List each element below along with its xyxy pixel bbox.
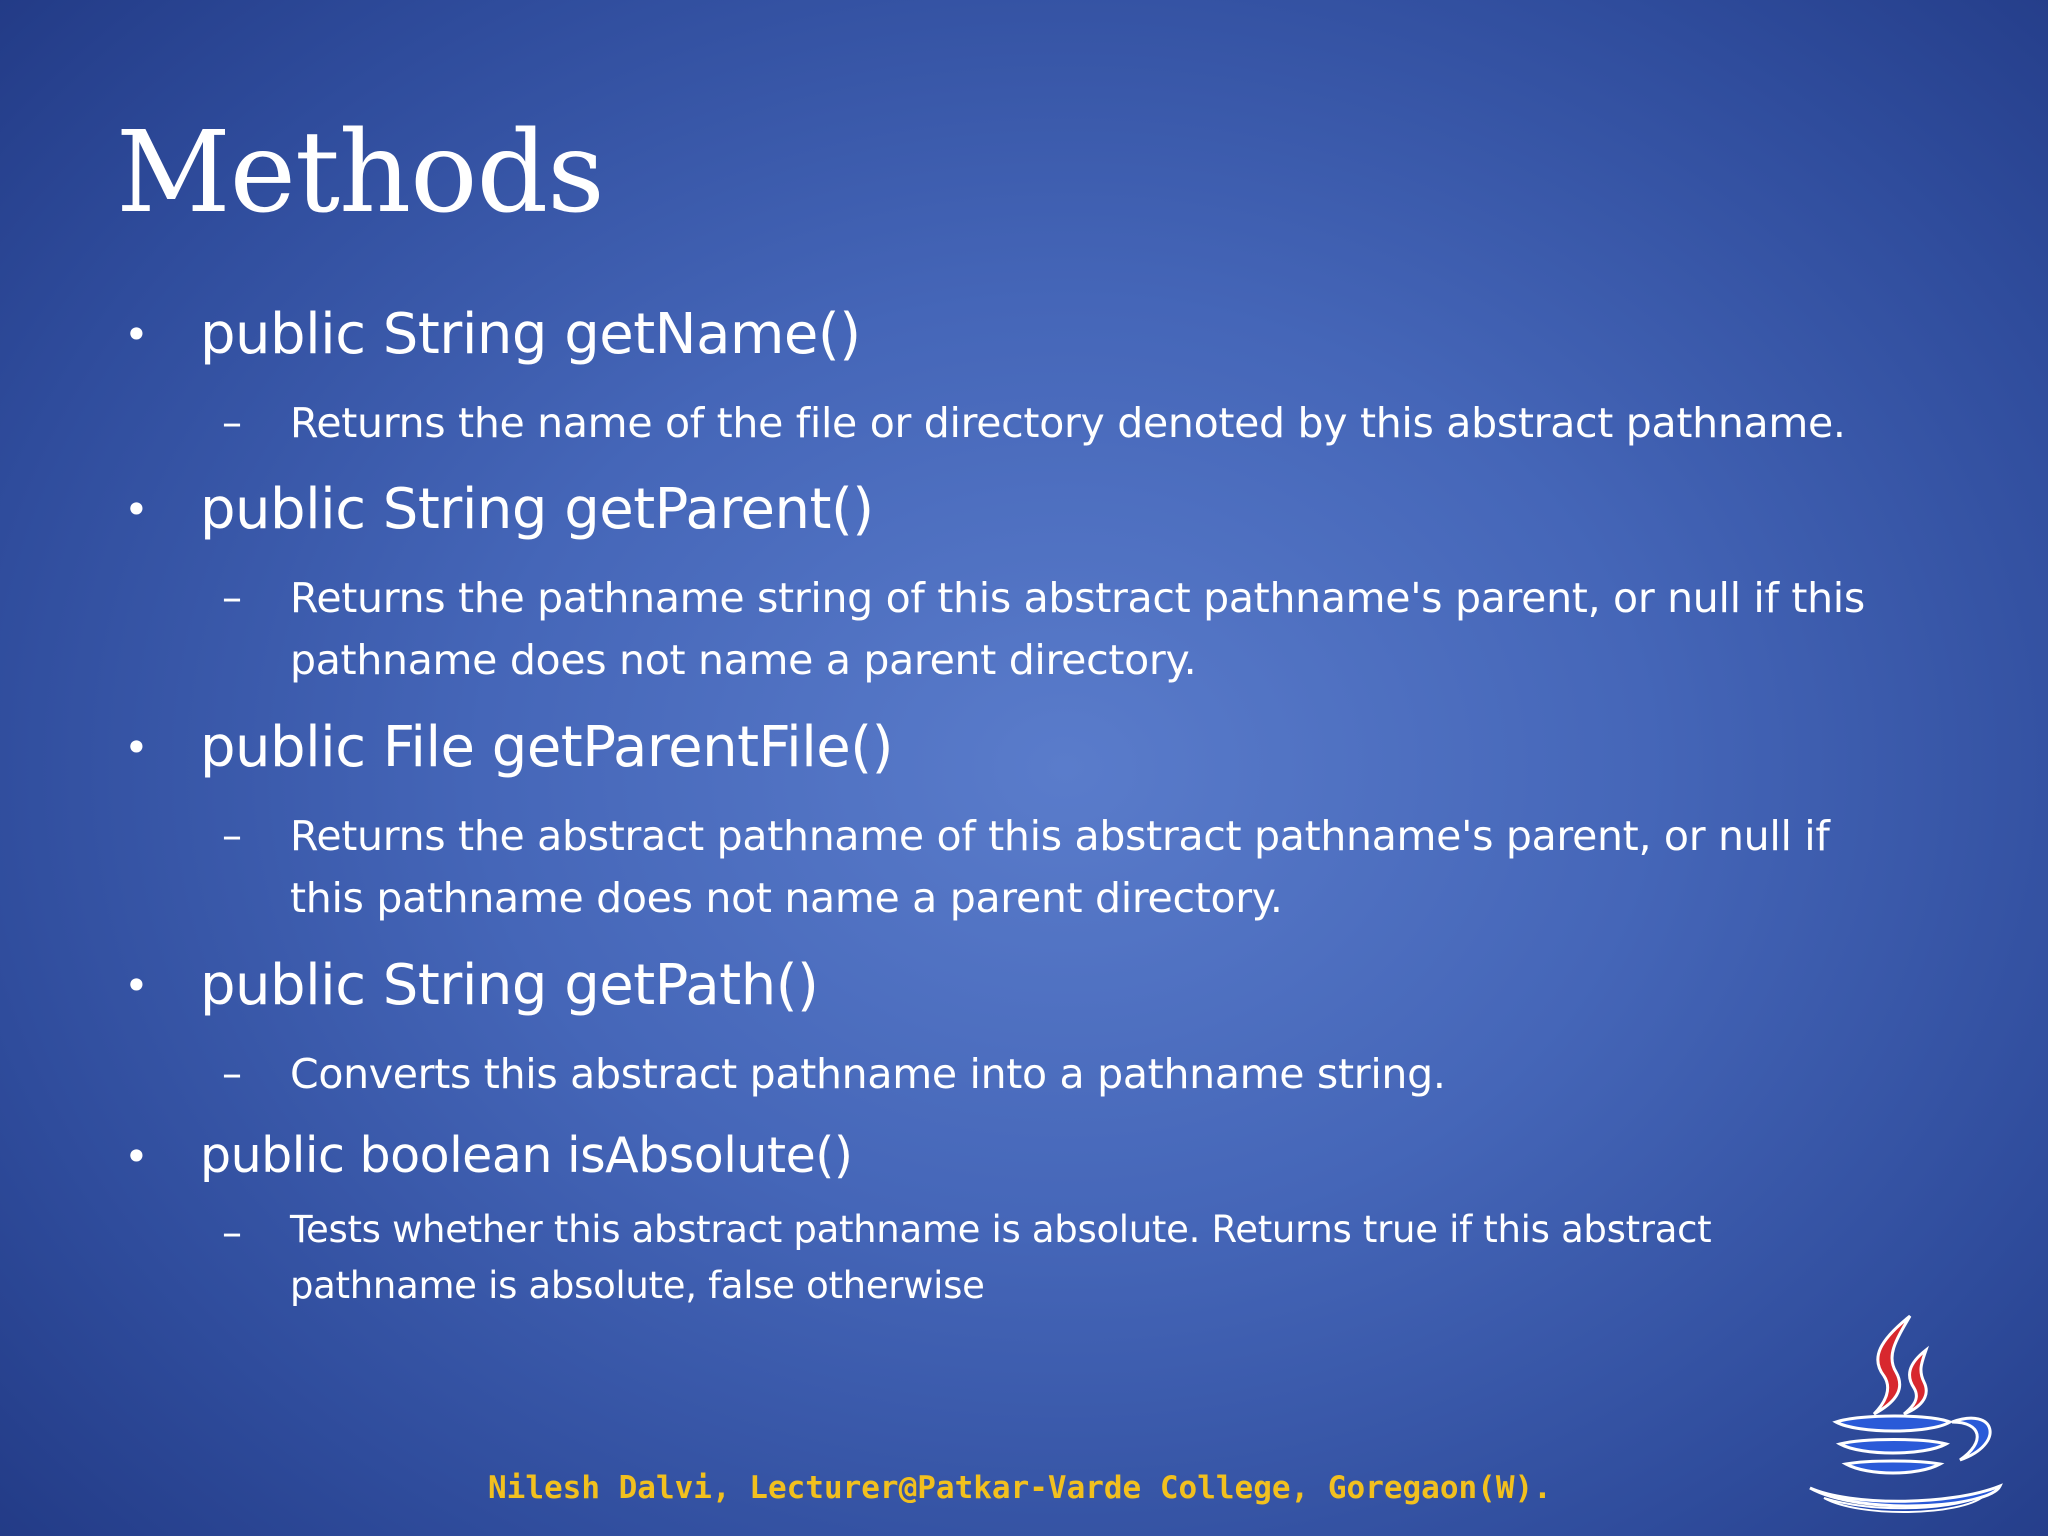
dash-icon: – — [222, 1210, 242, 1256]
method-signature: public File getParentFile() — [200, 715, 893, 780]
bullet-icon: • — [124, 961, 149, 1010]
method-signature: public String getParent() — [200, 477, 874, 542]
slide-title: Methods — [116, 108, 604, 238]
method-description: Converts this abstract pathname into a pathname string. — [290, 1050, 1446, 1098]
footer-credit: Nilesh Dalvi, Lecturer@Patkar-Varde College, Goregaon(W). — [488, 1470, 1552, 1506]
bullet-icon: • — [124, 1132, 149, 1181]
java-coffee-cup-icon — [1800, 1310, 2016, 1520]
bullet-icon: • — [124, 723, 149, 772]
method-description: Returns the abstract pathname of this abstract pathname's parent, or null if this pathname does not name a parent directory. — [290, 812, 1830, 922]
dash-icon: – — [222, 813, 242, 859]
method-signature: public boolean isAbsolute() — [200, 1127, 853, 1184]
method-signature: public String getName() — [200, 302, 861, 367]
method-signature: public String getPath() — [200, 953, 819, 1018]
dash-icon: – — [222, 1051, 242, 1097]
method-description: Returns the name of the file or directory denoted by this abstract pathname. — [290, 399, 1846, 447]
bullet-icon: • — [124, 310, 149, 359]
bullet-icon: • — [124, 485, 149, 534]
method-description: Returns the pathname string of this abstract pathname's parent, or null if this pathname does not name a parent directory. — [290, 574, 1865, 684]
method-description: Tests whether this abstract pathname is absolute. Returns true if this abstract pathname is absolute, false otherwise — [290, 1208, 1712, 1307]
dash-icon: – — [222, 575, 242, 621]
dash-icon: – — [222, 400, 242, 446]
